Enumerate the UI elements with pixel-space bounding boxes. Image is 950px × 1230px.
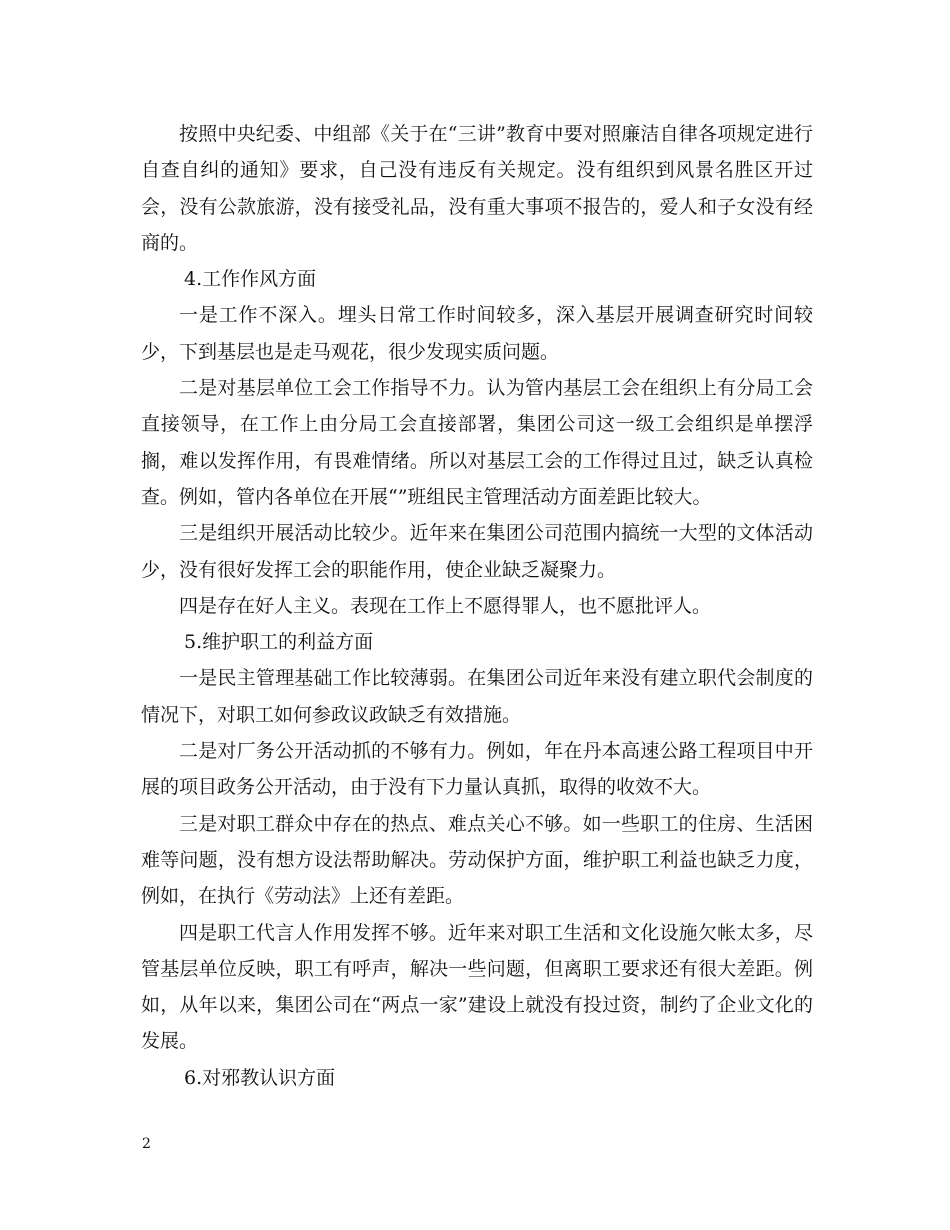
paragraph-work-not-deep: 一是工作不深入。埋头日常工作时间较多，深入基层开展调查研究时间较少，下到基层也是走马观花，很少发现实质问题。 [141,304,813,363]
document-body [141,116,813,1096]
paragraph-few-activities: 三是组织开展活动比较少。近年来在集团公司范围内搞统一大型的文体活动少，没有很好发挥工会的职能作用，使企业缺乏凝聚力。 [141,522,813,581]
page-number: 2 [142,1136,151,1152]
paragraph-factory-affairs-disclosure: 二是对厂务公开活动抓的不够有力。例如，年在丹本高速公路工程项目中开展的项目政务公开活动，由于没有下力量认真抓，取得的收效不大。 [141,740,813,799]
section-heading-cult-awareness: 6.对邪教认识方面 [184,1066,336,1089]
section-heading-worker-interests: 5.维护职工的利益方面 [184,631,374,654]
section-heading-work-style: 4.工作作风方面 [184,268,317,291]
paragraph-hot-difficult-issues: 三是对职工群众中存在的热点、难点关心不够。如一些职工的住房、生活困难等问题，没有想方设法帮助解决。劳动保护方面，维护职工利益也缺乏力度，例如，在执行《劳动法》上还有差距。 [141,812,813,908]
paragraph-worker-spokesperson: 四是职工代言人作用发挥不够。近年来对职工生活和文化设施欠帐太多，尽管基层单位反映，职工有呼声，解决一些问题，但离职工要求还有很大差距。例如，从年以来，集团公司在“两点一家”建设上就没有投过资，制约了企业文化的发展。 [141,921,813,1053]
paragraph-democratic-management: 一是民主管理基础工作比较薄弱。在集团公司近年来没有建立职代会制度的情况下，对职工如何参政议政缺乏有效措施。 [141,667,813,726]
paragraph-union-guidance: 二是对基层单位工会工作指导不力。认为管内基层工会在组织上有分局工会直接领导，在工作上由分局工会直接部署，集团公司这一级工会组织是单摆浮搁，难以发挥作用，有畏难情绪。所以对基层工会的工作得过且过，缺乏认真检查。例如，管内各单位在开展“”班组民主管理活动方面差距比较大。 [141,377,813,508]
paragraph-self-inspection: 按照中央纪委、中组部《关于在“三讲”教育中要对照廉洁自律各项规定进行自查自纠的通知》要求，自己没有违反有关规定。没有组织到风景名胜区开过会，没有公款旅游，没有接受礼品，没有重大事项不报告的，爱人和子女没有经商的。 [141,123,813,254]
paragraph-good-guy-attitude: 四是存在好人主义。表现在工作上不愿得罪人，也不愿批评人。 [179,594,712,617]
